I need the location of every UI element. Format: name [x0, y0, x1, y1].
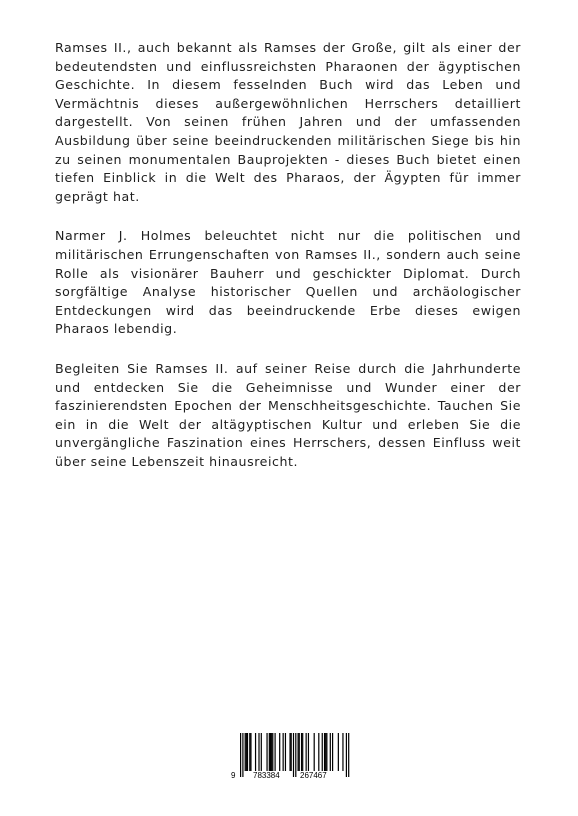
barcode-bar [325, 733, 326, 771]
barcode-bar [301, 733, 302, 771]
barcode-guard-bar [240, 733, 241, 777]
barcode-guard-bar [242, 733, 243, 777]
barcode-bar [266, 733, 267, 771]
barcode-guard-bar [295, 733, 296, 777]
barcode-guard-bar [346, 733, 347, 777]
barcode-bar [342, 733, 343, 771]
barcode-right-digits: 267467 [300, 771, 327, 780]
barcode-bar [255, 733, 256, 771]
barcode-guard-bar [348, 733, 349, 777]
barcode-bar [302, 733, 303, 771]
barcode-guard-bar [293, 733, 294, 777]
barcode-bar [249, 733, 250, 771]
blurb-paragraph-2: Narmer J. Holmes beleuchtet nicht nur die politischen und militärischen Errungenschaften von Ramses II., sondern auch seine Rolle als visionärer Bauherr und geschickter Diplomat. Durch sorgfältige Analyse historischer Quellen und archäologischer Entdeckungen wird das beeindruckende Erbe dieses ewigen Pharaos lebendig. [55, 228, 521, 337]
barcode-bar [332, 733, 333, 771]
blurb-paragraph-3: Begleiten Sie Ramses II. auf seiner Reise durch die Jahrhunderte und entdecken Sie die Geheimnisse und Wunder einer der faszinierendsten Epochen der Menschheitsgeschichte. Tauchen Sie ein in die Welt der altägyptischen Kultur und erleben Sie die unvergängliche Faszination eines Herrschers, dessen Einfluss weit über seine Lebenszeit hinausreicht. [55, 360, 521, 469]
barcode-bar [271, 733, 272, 771]
barcode-bar [275, 733, 276, 771]
barcode-bar [330, 733, 331, 771]
barcode-bar [285, 733, 286, 771]
barcode-bar [245, 733, 246, 771]
barcode-bar [270, 733, 271, 771]
barcode-bar [308, 733, 309, 771]
barcode-bar [258, 733, 259, 771]
barcode-prefix-digit: 9 [231, 771, 236, 780]
barcode-bar [299, 733, 300, 771]
barcode-bar [291, 733, 292, 771]
barcode-bar [250, 733, 251, 771]
barcode-bar [289, 733, 290, 771]
barcode-bar [322, 733, 323, 771]
barcode-bar [269, 733, 270, 771]
barcode-bar [283, 733, 284, 771]
barcode-bar [318, 733, 319, 771]
book-blurb [55, 39, 521, 492]
barcode-bar [324, 733, 325, 771]
isbn-barcode [230, 733, 350, 783]
blurb-paragraph-1: Ramses II., auch bekannt als Ramses der Große, gilt als einer der bedeutendsten und einflussreichsten Pharaonen der ägyptischen Geschichte. In diesem fesselnden Buch wird das Leben und Vermächtnis dieses außergewöhnlichen Herrschers detailliert dargestellt. Von seinen frühen Jahren und der umfassenden Ausbildung über seine beeindruckenden militärischen Siege bis hin zu seinen monumentalen Bauprojekten - dieses Buch bietet einen tiefen Einblick in die Welt des Pharaos, der Ägypten für immer geprägt hat. [55, 40, 521, 204]
barcode-bar [314, 733, 315, 771]
barcode-bar [247, 733, 248, 771]
barcode-bar [261, 733, 262, 771]
barcode-bar [326, 733, 327, 771]
barcode-bar [272, 733, 273, 771]
barcode-bar [306, 733, 307, 771]
barcode-bars [230, 733, 350, 779]
barcode-left-digits: 783384 [253, 771, 280, 780]
barcode-bar [279, 733, 280, 771]
barcode-bar [246, 733, 247, 771]
barcode-bar [298, 733, 299, 771]
barcode-bar [338, 733, 339, 771]
